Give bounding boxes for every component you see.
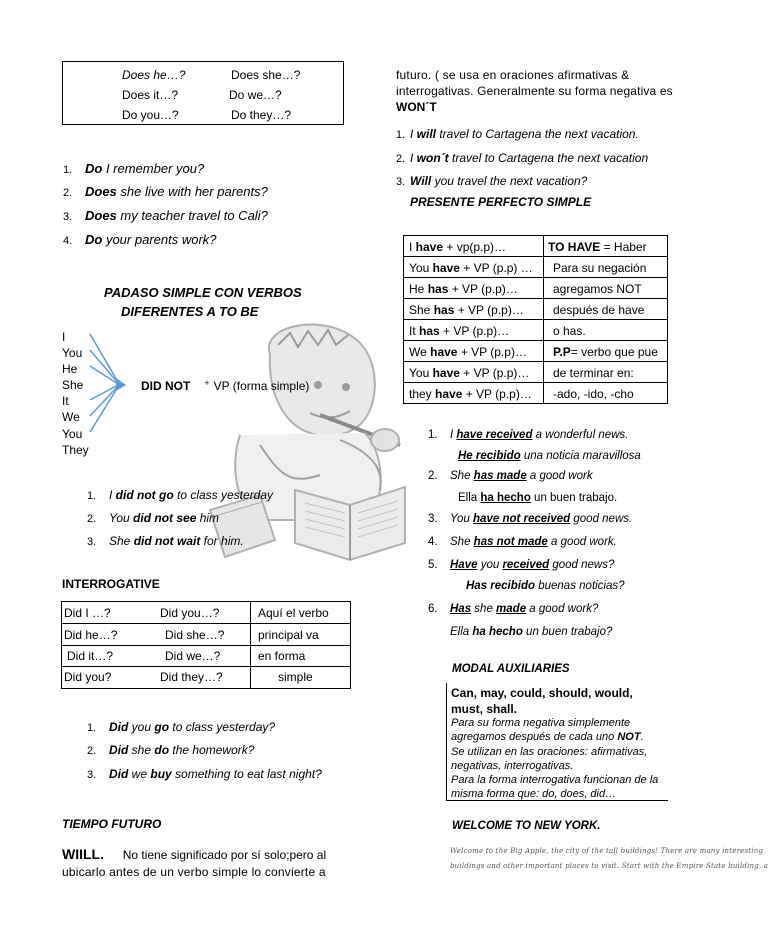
will-example: 2. I won´t travel to Cartagena the next vacation xyxy=(396,151,649,165)
interrogative-cell: Did he…? xyxy=(64,628,118,642)
modal-line: Se utilizan en las oraciones: afirmativas, xyxy=(451,746,648,758)
pp-right-cell: -ado, -ido, -cho xyxy=(553,387,634,401)
interrogative-cell: Did we…? xyxy=(165,649,221,663)
did-not-example: 2. You did not see him xyxy=(87,511,220,525)
interrogative-cell: Did I …? xyxy=(64,606,111,620)
past-simple-title-line1: PADASO SIMPLE CON VERBOS xyxy=(104,285,302,300)
does-cell: Does it…? xyxy=(122,88,179,102)
pp-example: 1. I have received a wonderful news. xyxy=(428,429,629,441)
do-question: 3. Does my teacher travel to Cali? xyxy=(63,208,268,223)
did-not-example: 3. She did not wait for him. xyxy=(87,534,244,548)
pp-example: 5. Have you received good news? xyxy=(428,559,615,571)
interrogative-cell: en forma xyxy=(258,649,306,663)
future-title: TIEMPO FUTURO xyxy=(62,817,162,831)
does-cell: Does he…? xyxy=(122,68,186,82)
did-question: 2. Did she do the homework? xyxy=(87,743,255,757)
modal-line: Para la forma interrogativa funcionan de la xyxy=(451,774,659,786)
converging-arrows xyxy=(88,330,128,450)
welcome-title: WELCOME TO NEW YORK. xyxy=(452,820,601,832)
pp-left-cell: She has + VP (p.p)… xyxy=(409,303,524,317)
do-question: 2. Does she live with her parents? xyxy=(63,184,268,199)
future-cont-line3: WON´T xyxy=(396,100,437,114)
do-question: 1. Do I remember you? xyxy=(63,161,205,176)
past-simple-title-line2: DIFERENTES A TO BE xyxy=(121,304,259,319)
modal-line: negativas, interrogativas. xyxy=(451,760,574,772)
pp-right-cell: después de have xyxy=(553,303,645,317)
does-table xyxy=(62,61,344,125)
pp-example-translation: Ella ha hecho un buen trabajo. xyxy=(458,492,618,504)
future-paragraph-line1: WIILL. No tiene significado por sí solo;pero al xyxy=(62,846,327,862)
interrogative-cell: simple xyxy=(278,670,313,684)
interrogative-cell: Aquí el verbo xyxy=(258,606,329,620)
pp-example-translation: Ella ha hecho un buen trabajo? xyxy=(450,626,613,638)
pp-example: 4. She has not made a good work. xyxy=(428,536,617,548)
pp-left-cell: It has + VP (p.p)… xyxy=(409,324,510,338)
interrogative-cell: Did you? xyxy=(64,670,112,684)
does-cell: Does she…? xyxy=(231,68,301,82)
pronoun: We xyxy=(62,410,80,425)
pp-left-cell: You have + VP (p.p) … xyxy=(409,261,533,275)
did-not-formula: DID NOT + VP (forma simple) xyxy=(141,378,310,393)
did-question: 3. Did we buy something to eat last night? xyxy=(87,767,322,781)
does-cell: Do we…? xyxy=(229,88,282,102)
interrogative-cell: principal va xyxy=(258,628,319,642)
pp-left-cell: He has + VP (p.p)… xyxy=(409,282,518,296)
pronoun: You xyxy=(62,346,83,361)
modal-line: misma forma que: do, does, did… xyxy=(451,788,617,800)
pronoun: It xyxy=(62,394,69,409)
interrogative-cell: Did it…? xyxy=(67,649,114,663)
pp-right-cell: o has. xyxy=(553,324,586,338)
modal-line: Para su forma negativa simplemente xyxy=(451,717,631,729)
pp-example: 6. Has she made a good work? xyxy=(428,603,599,615)
pp-example: 2. She has made a good work xyxy=(428,470,593,482)
does-cell: Do you…? xyxy=(122,108,179,122)
interrogative-cell: Did they…? xyxy=(160,670,223,684)
pp-left-cell: You have + VP (p.p)… xyxy=(409,366,530,380)
pp-left-cell: We have + VP (p.p)… xyxy=(409,345,527,359)
studying-boy-illustration xyxy=(200,315,430,570)
pp-right-cell: TO HAVE = Haber xyxy=(548,240,647,254)
pronoun: They xyxy=(62,442,89,457)
future-cont-line2: interrogativas. Generalmente su forma negativa es xyxy=(396,84,673,98)
does-cell: Do they…? xyxy=(231,108,292,122)
pp-left-cell: they have + VP (p.p)… xyxy=(409,387,532,401)
do-question: 4. Do your parents work? xyxy=(63,232,217,247)
interrogative-title: INTERROGATIVE xyxy=(62,577,160,591)
will-example: 1. I will travel to Cartagena the next vacation. xyxy=(396,127,639,141)
modal-line: Can, may, could, should, would, xyxy=(451,686,633,700)
welcome-text-line2: buildings and other important places to visit. Start with the Empire State building, a xyxy=(450,862,768,870)
future-cont-line1: futuro. ( se usa en oraciones afirmativas & xyxy=(396,68,630,82)
pp-example-translation: He recibido una noticia maravillosa xyxy=(458,450,641,462)
pp-right-cell: de terminar en: xyxy=(553,366,634,380)
pp-example-translation: Has recibido buenas noticias? xyxy=(466,580,625,592)
pp-left-cell: I have + vp(p.p)… xyxy=(409,240,507,254)
present-perfect-title: PRESENTE PERFECTO SIMPLE xyxy=(410,195,592,209)
will-example: 3. Will you travel the next vacation? xyxy=(396,174,588,188)
pp-right-cell: agregamos NOT xyxy=(553,282,642,296)
pronoun: You xyxy=(62,426,83,441)
did-not-example: 1. I did not go to class yesterday xyxy=(87,488,274,502)
modal-line: must, shall. xyxy=(451,702,518,716)
modal-line: agregamos después de cada uno NOT. xyxy=(451,731,644,743)
modal-title: MODAL AUXILIARIES xyxy=(452,663,570,675)
interrogative-cell: Did you…? xyxy=(160,606,220,620)
pronoun: He xyxy=(62,362,78,377)
pp-right-cell: Para su negación xyxy=(553,261,647,275)
pronoun: She xyxy=(62,378,84,393)
did-question: 1. Did you go to class yesterday? xyxy=(87,720,276,734)
pp-example: 3. You have not received good news. xyxy=(428,513,633,525)
future-paragraph-line2: ubicarlo antes de un verbo simple lo convierte a xyxy=(62,865,326,879)
interrogative-cell: Did she…? xyxy=(165,628,225,642)
welcome-text-line1: Welcome to the Big Apple, the city of the tall buildings! There are many interesting xyxy=(450,847,764,855)
pronoun-list xyxy=(62,329,89,458)
pronoun: I xyxy=(62,330,66,344)
pp-right-cell: P.P= verbo que pue xyxy=(553,345,658,359)
